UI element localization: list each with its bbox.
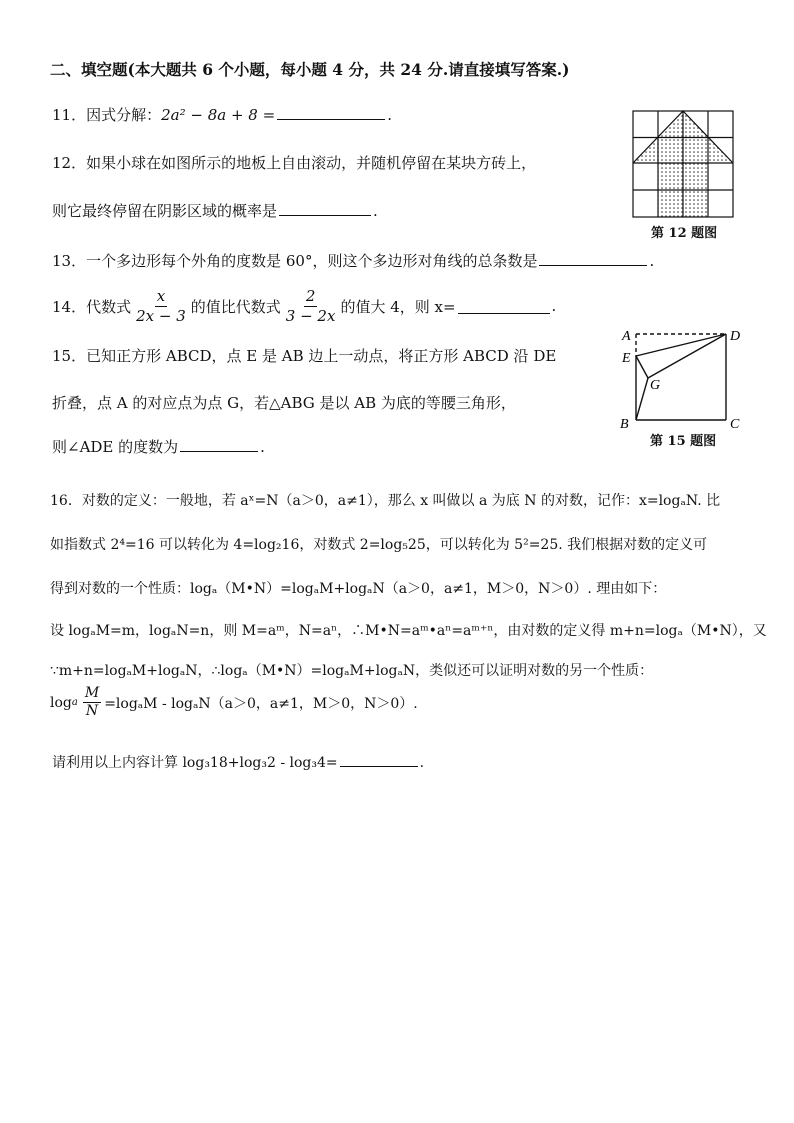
q14-answer-blank[interactable]: [458, 299, 550, 314]
q12-text-2: 则它最终停留在阴影区域的概率是: [52, 202, 278, 220]
q16-line1: 16．对数的定义：一般地，若 aˣ=N（a＞0，a≠1），那么 x 叫做以 a 为底 N 的对数，记作：x=logₐN. 比: [50, 493, 721, 509]
q15-line1: [52, 345, 556, 366]
q14-f1-denominator: 2x − 3: [136, 306, 186, 325]
q16-denominator: N: [85, 703, 99, 720]
q13-end: .: [649, 252, 655, 270]
q13-answer-blank[interactable]: [539, 251, 647, 266]
q11-text: 因式分解：: [86, 106, 162, 124]
q14-mid: 的值比代数式: [190, 297, 281, 316]
q11-answer-blank[interactable]: [277, 105, 385, 120]
q15-end: .: [260, 438, 265, 456]
q12-line1: [52, 152, 536, 173]
q13-number: 13．: [52, 252, 87, 270]
q15-number: 15．: [52, 347, 87, 365]
q16-line6: [50, 686, 418, 720]
label-D: D: [730, 329, 741, 344]
section-title: 二、填空题(本大题共 6 个小题，每小题 4 分，共 24 分.请直接填写答案.): [50, 60, 570, 79]
q16-numerator: M: [83, 686, 101, 703]
q16-line7: [52, 752, 424, 772]
q11-end: .: [387, 106, 392, 124]
q14-fraction-1: [134, 288, 188, 324]
q16-end: .: [419, 755, 425, 771]
question-13: [52, 250, 654, 271]
label-B: B: [620, 417, 629, 430]
label-G: G: [650, 378, 661, 393]
label-C: C: [730, 417, 740, 430]
q16-line2: 如指数式 2⁴=16 可以转化为 4=log₂16，对数式 2=log₅25，可以转化为 5²=25. 我们根据对数的定义可: [50, 537, 708, 553]
figure-12-caption: 第 12 题图: [651, 226, 718, 241]
q16-line4: 设 logₐM=m，logₐN=n，则 M=aᵐ，N=aⁿ，∴M•N=aᵐ•aⁿ=aᵐ⁺ⁿ，由对数的定义得 m+n=logₐ（M•N），又: [50, 623, 767, 639]
q16-line6-rest: =logₐM - logₐN（a＞0，a≠1，M＞0，N＞0）.: [104, 695, 418, 712]
q14-post: 的值大 4，则 x=: [340, 297, 456, 316]
q15-line3: [52, 436, 265, 457]
q14-f2-denominator: 3 − 2x: [285, 306, 336, 325]
q14-end: .: [551, 297, 557, 315]
q16-question: 请利用以上内容计算 log₃18+log₃2 - log₃4=: [52, 755, 338, 771]
label-E: E: [622, 351, 631, 366]
q16-log-base: a: [71, 697, 78, 709]
q12-end: .: [373, 202, 378, 220]
q12-number: 12．: [52, 154, 87, 172]
q14-f1-numerator: x: [156, 287, 166, 305]
figure-12-grid: [632, 110, 734, 218]
label-A: A: [622, 329, 631, 344]
q16-line5: ∵m+n=logₐM+logₐN，∴logₐ（M•N）=logₐM+logₐN，类似还可以证明对数的另一个性质：: [50, 663, 654, 679]
question-14: [52, 288, 556, 324]
q15-text-3: 则∠ADE 的度数为: [52, 438, 179, 456]
figure-15-caption: 第 15 题图: [650, 434, 717, 449]
q15-line2: 折叠，点 A 的对应点为点 G，若△ABG 是以 AB 为底的等腰三角形，: [52, 394, 516, 412]
q16-line3: 得到对数的一个性质：logₐ（M•N）=logₐM+logₐN（a＞0，a≠1，M＞0，N＞0）. 理由如下：: [50, 581, 667, 597]
q14-fraction-2: [284, 288, 338, 324]
q12-answer-blank[interactable]: [279, 201, 371, 216]
q12-text-1: 如果小球在如图所示的地板上自由滚动，并随机停留在某块方砖上，: [86, 154, 537, 172]
q15-text-1: 已知正方形 ABCD，点 E 是 AB 边上一动点，将正方形 ABCD 沿 DE: [86, 347, 557, 365]
q14-pre: 代数式: [86, 297, 132, 316]
q11-number: 11．: [52, 106, 87, 124]
q14-number: 14．: [52, 297, 87, 316]
q16-fraction: [83, 686, 101, 720]
q13-text: 一个多边形每个外角的度数是 60°，则这个多边形对角线的总条数是: [86, 252, 538, 270]
figure-15-square: [618, 326, 746, 430]
q16-answer-blank[interactable]: [340, 752, 418, 767]
q12-line2: [52, 200, 378, 221]
q16-log: log: [50, 694, 72, 711]
q11-expression: 2a² − 8a + 8 =: [161, 106, 276, 124]
question-11: [52, 104, 392, 125]
q15-answer-blank[interactable]: [180, 437, 258, 452]
q14-f2-numerator: 2: [305, 287, 316, 305]
